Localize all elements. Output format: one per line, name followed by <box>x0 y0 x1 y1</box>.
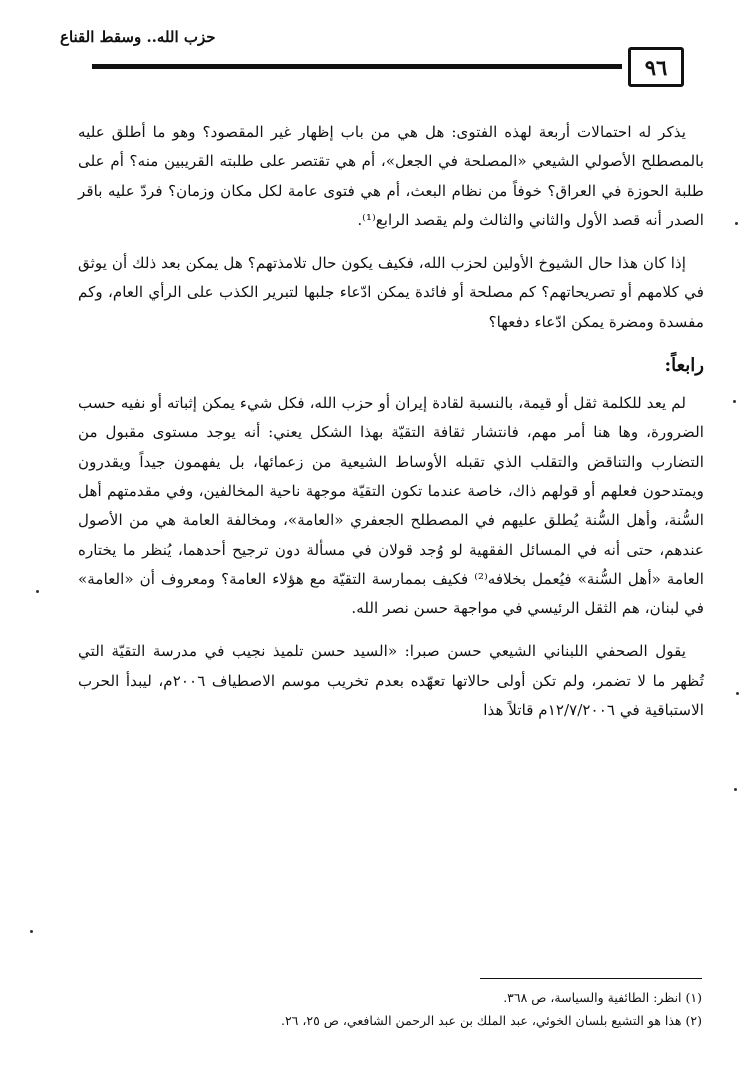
paragraph-1: يذكر له احتمالات أربعة لهذه الفتوى: هل هي من باب إظهار غير المقصود؟ وهو ما أطلق عليه بالمصطلح الأصولي الشيعي «المصلحة في الجعل»، أم هي تقتصر على طلبته القريبين منه؟ أم على طلبة الحوزة في العراق؟ خوفاً من نظام البعث، أم هي فتوى عامة لكل مكان وزمان؟ فردّ عليه باقر الصدر أنه قصد الأول والثاني والثالث ولم يقصد الرابع⁽¹⁾. <box>78 123 704 229</box>
footnote-rule <box>480 978 702 979</box>
scan-speck <box>734 788 737 791</box>
paragraph-3: لم يعد للكلمة ثقل أو قيمة، بالنسبة لقادة إيران أو حزب الله، فكل شيء يمكن إثباته أو نفيه حسب الضرورة، وها هنا أمر مهم، فانتشار ثقافة التقيّة بهذا الشكل يعني: أنه يوجد مستوى مقبول من التضارب والتناقض والتقلب الذي تقبله الأوساط الشيعية من زعمائها، بل يفهمون جيداً ويقدرون ويمتدحون فعلهم أو قولهم ذاك، خاصة عندما تكون التقيّة موجهة ناحية المخالفين، وفي مقدمتهم أهل السُّنة، وأهل السُّنة يُطلق عليهم في المصطلح الجعفري «العامة»، ومخالفة العامة هي من الأصول عندهم، حتى أنه في المسائل الفقهية لو وُجد قولان في مسألة دون ترجيح أحدهما، يُنظر ما يختاره العامة «أهل السُّنة» فيُعمل بخلافه⁽²⁾ فكيف بممارسة التقيّة مع هؤلاء العامة؟ ومعروف أن «العامة» في لبنان، هم الثقل الرئيسي في مواجهة حسن نصر الله. <box>78 394 704 618</box>
running-title: حزب الله.. وسقط القناع <box>60 28 216 46</box>
footnote-2: (٢) هذا هو التشيع بلسان الخوئي، عبد الملك بن عبد الرحمن الشافعي، ص ٢٥، ٢٦. <box>280 1013 702 1028</box>
scan-speck <box>735 222 738 225</box>
header-rule <box>92 64 622 69</box>
paragraph-4: يقول الصحفي اللبناني الشيعي حسن صبرا: «السيد حسن تلميذ نجيب في مدرسة التقيّة التي تُظهر ما لا تضمر، ولم تكن أولى حالاتها تعهّده بعدم تخريب موسم الاصطياف ٢٠٠٦م، ليبدأ الحرب الاستباقية في ١٢/٧/٢٠٠٦م قاتلاً هذا <box>78 642 704 720</box>
page-number: ٩٦ <box>628 47 684 87</box>
scan-speck <box>36 590 39 593</box>
footnotes <box>140 986 702 1032</box>
body-text <box>78 118 704 739</box>
paragraph-2: إذا كان هذا حال الشيوخ الأولين لحزب الله، فكيف يكون حال تلامذتهم؟ هل يمكن بعد ذلك أن يوثق في كلامهم أو تصريحاتهم؟ كم مصلحة أو فائدة يمكن ادّعاء جلبها لتبرير الكذب على الرأي العام، وكم مفسدة ومضرة يمكن ادّعاء دفعها؟ <box>78 254 704 331</box>
footnote-1: (١) انظر: الطائفية والسياسة، ص ٣٦٨. <box>503 990 702 1005</box>
scan-speck <box>30 930 33 933</box>
scan-speck <box>736 692 739 695</box>
scan-speck <box>733 400 736 403</box>
section-heading: رابعاً: <box>664 355 704 377</box>
